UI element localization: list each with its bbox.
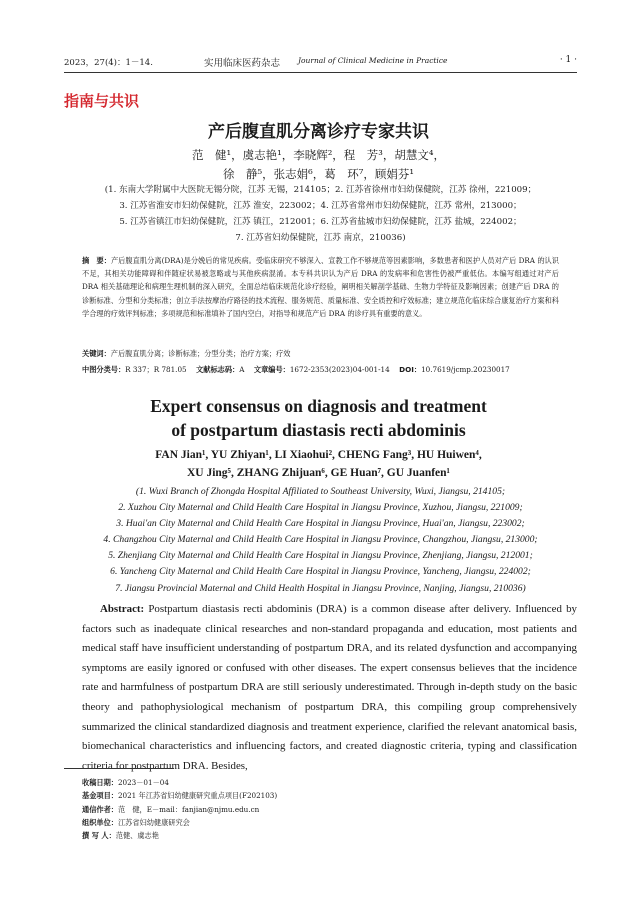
- article-number-value: 1672-2353(2023)04-001-14: [289, 365, 390, 374]
- doc-code-value: A: [239, 365, 245, 374]
- class-label: 中图分类号：: [82, 365, 126, 374]
- abstract-en: [82, 600, 577, 776]
- journal-name-cn: 实用临床医药杂志: [204, 58, 281, 69]
- keywords-value: 产后腹直肌分离；诊断标准；分型分类；治疗方案；疗效: [110, 349, 291, 358]
- keywords-label: 关键词：: [82, 349, 111, 358]
- doc-code-label: 文献标志码：: [196, 365, 240, 374]
- affiliations-cn: [64, 182, 577, 246]
- header-rule: [64, 72, 577, 73]
- keywords-cn: [82, 349, 577, 359]
- authors-en-line1: FAN Jian¹, YU Zhiyan¹, LI Xiaohui², CHENG Fang³, HU Huiwen⁴,: [155, 449, 482, 461]
- footnote-organization: 组织单位：江苏省妇幼健康研究会: [82, 817, 190, 827]
- doi-value: 10.7619/jcmp.20230017: [421, 365, 510, 374]
- doi-label: DOI：: [399, 365, 422, 374]
- affiliation-cn-line: 5. 江苏省镇江市妇幼保健院，江苏 镇江，212001；6. 江苏省盐城市妇幼保健院，江苏 盐城，224002；: [119, 217, 522, 227]
- affiliation-en-line: 6. Yancheng City Maternal and Child Health Care Hospital in Jiangsu Province, Yancheng, Jiangsu, 224002;: [110, 566, 531, 578]
- abstract-en-label: Abstract:: [100, 603, 145, 615]
- affiliation-en-line: 3. Huai'an City Maternal and Child Health Care Hospital in Jiangsu Province, Huai'an, Jiangsu, 223002;: [116, 518, 525, 530]
- affiliation-en-line: (1. Wuxi Branch of Zhongda Hospital Affiliated to Southeast University, Wuxi, Jiangsu, 214105;: [135, 486, 506, 497]
- title-cn: 产后腹直肌分离诊疗专家共识: [208, 122, 429, 142]
- title-en-line2: of postpartum diastasis recti abdominis: [171, 420, 466, 440]
- footnote-writers: 撰 写 人：范健、虞志艳: [82, 831, 159, 841]
- abstract-en-text: Postpartum diastasis recti abdominis (DRA) is a common disease after delivery. Influenced by factors such as inadequate clinical researches and non-standard propaganda and education, most patients and medical staff have insufficient understanding of postpartum DRA, and its related dysfunction and accompanying symptoms are easily ignored or confused with other diseases. The expert consensus believes that the incidence rate and harmfulness of postpartum DRA are still seriously underestimated. Through in-depth study on the basic theory and pathophysiological mechanism of postpartum DRA, this compiling group comprehensively summarized the clinical standardized diagnosis and treatment experience, clarified the relevant anatomical basis, biomechanical characteristics and influencing factors, and created diagnostic criteria, typing and classification criteria for postpartum DRA. Besides,: [82, 603, 577, 772]
- page-number: · 1 ·: [559, 55, 577, 65]
- authors-cn-line1: 范 健¹，虞志艳¹，李晓辉²，程 芳³，胡慧文⁴，: [191, 148, 446, 162]
- affiliation-cn-line: (1. 东南大学附属中大医院无锡分院，江苏 无锡，214105；2. 江苏省徐州市妇幼保健院，江苏 徐州，221009；: [104, 185, 537, 195]
- class-value: R 337；R 781.05: [125, 365, 187, 374]
- section-label: 指南与共识: [64, 92, 140, 110]
- journal-name-en: Journal of Clinical Medicine in Practice: [298, 56, 448, 65]
- footnote-correspondence: 通信作者：范 健，E－mail：fanjian@njmu.edu.cn: [82, 804, 260, 814]
- affiliation-cn-line: 3. 江苏省淮安市妇幼保健院，江苏 淮安，223002；4. 江苏省常州市妇幼保健院，江苏 常州，213000；: [119, 201, 522, 211]
- affiliation-en-line: 2. Xuzhou City Maternal and Child Health Care Hospital in Jiangsu Province, Xuzhou, Jiangsu, 221009;: [118, 502, 523, 514]
- affiliation-en-line: 5. Zhenjiang City Maternal and Child Health Care Hospital in Jiangsu Province, Zhenjiang, Jiangsu, 212001;: [108, 550, 533, 562]
- footnote-funding: 基金项目：2021 年江苏省妇幼健康研究重点项目(F202103): [82, 791, 278, 801]
- footnotes: [82, 776, 577, 842]
- affiliation-cn-line: 7. 江苏省妇幼保健院，江苏 南京，210036): [235, 233, 406, 243]
- citation: 2023，27(4)：1－14.: [64, 58, 153, 68]
- classification-line: [82, 365, 577, 375]
- abstract-cn-label: 摘 要：: [82, 256, 111, 265]
- title-en-line1: Expert consensus on diagnosis and treatment: [150, 396, 487, 416]
- affiliation-en-line: 7. Jiangsu Provincial Maternal and Child Health Hospital in Jiangsu Province, Nanjing, Jiangsu, 210036): [115, 582, 526, 594]
- footnote-received: 收稿日期：2023－01－04: [82, 778, 169, 787]
- running-header: [64, 54, 577, 70]
- abstract-cn: [82, 254, 559, 320]
- footnote-rule: [64, 768, 174, 769]
- article-number-label: 文章编号：: [253, 365, 290, 374]
- affiliations-en: [64, 484, 577, 597]
- authors-en-line2: XU Jing⁵, ZHANG Zhijuan⁶, GE Huan⁷, GU Juanfen¹: [186, 467, 451, 479]
- affiliation-en-line: 4. Changzhou City Maternal and Child Health Care Hospital in Jiangsu Province, Changzhou, Jiangsu, 213000;: [103, 534, 538, 546]
- authors-cn-line2: 徐 静⁵，张志娟⁶，葛 环⁷，顾娟芬¹: [223, 167, 414, 181]
- abstract-cn-text: 产后腹直肌分离(DRA)是分娩后的常见疾病。受临床研究不够深入、宣教工作不够规范等因素影响，多数患者和医护人员对产后 DRA 的认识不足，其相关功能障碍和伴随症状易被忽略或与其他疾病混淆。本专科共识认为产后 DRA 的发病率和危害性仍被严重低估。本编写组通过对产后 DRA 相关基础理论和病理生理机制的深入研究，全面总结临床规范化诊疗经验，阐明相关解剖学基础、生物力学特征及影响因素；创建产后 DRA 的诊断标准、分型和分类标准；创立手法按摩治疗路径的技术流程、服务规范、质量标准、安全质控和疗效标准；建立规范化临床综合康复治疗方案和科学合理的疗效评判标准；多项规范和标准填补了国内空白，对指导和规范产后 DRA 的诊疗具有重要的意义。: [82, 256, 559, 318]
